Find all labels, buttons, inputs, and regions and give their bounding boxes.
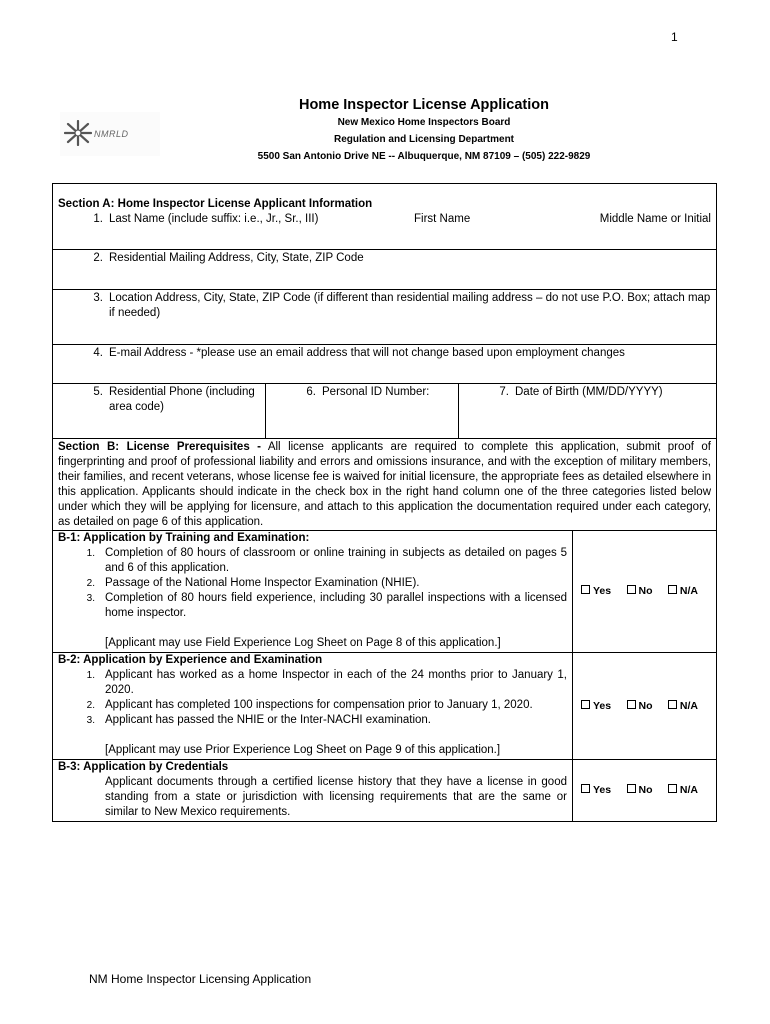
mailing-address-field[interactable] (53, 250, 716, 290)
location-address-label: Location Address, City, State, ZIP Code (if different than residential mailing address – do not use P.O. Box; attach map if needed) (109, 292, 711, 319)
field-number: 3. (93, 292, 103, 304)
personal-id-label: Personal ID Number: (322, 386, 430, 398)
b1-yes-checkbox[interactable]: Yes (581, 584, 611, 599)
field-number: 7. (499, 386, 509, 398)
b3-na-checkbox[interactable]: N/A (668, 783, 698, 798)
b3-no-checkbox[interactable]: No (627, 783, 653, 798)
b2-note: [Applicant may use Prior Experience Log Sheet on Page 9 of this application.] (105, 744, 501, 756)
b2-no-checkbox[interactable]: No (627, 699, 653, 714)
list-item: 2. Passage of the National Home Inspector Examination (NHIE). (86, 577, 420, 589)
residential-phone-field[interactable] (53, 384, 266, 438)
page-footer: NM Home Inspector Licensing Application (89, 972, 312, 986)
b2-title: B-2: Application by Experience and Examination (58, 654, 323, 666)
document-title: Home Inspector License Application (298, 97, 550, 113)
b1-checkboxes (573, 531, 716, 652)
checkbox-icon (627, 784, 636, 793)
section-a-title: Section A: Home Inspector License Applicant Information (58, 198, 373, 210)
checkbox-icon (581, 585, 590, 594)
b1-title: B-1: Application by Training and Examination: (58, 532, 310, 544)
field-number: 5. (93, 386, 103, 398)
b3-yes-checkbox[interactable]: Yes (581, 783, 611, 798)
b3-checkboxes (573, 760, 716, 821)
checkbox-icon (627, 700, 636, 709)
section-b-intro (53, 439, 716, 531)
residential-phone-label: Residential Phone (including area code) (109, 386, 255, 413)
page-number: 1 (671, 30, 678, 44)
list-item: 3. Applicant has passed the NHIE or the Inter-NACHI examination. (86, 714, 431, 726)
field-number: 2. (93, 252, 103, 264)
b2-checkboxes (573, 653, 716, 759)
field-number: 4. (93, 347, 103, 359)
date-of-birth-label: Date of Birth (MM/DD/YYYY) (515, 386, 663, 398)
department-name: Regulation and Licensing Department (333, 134, 515, 145)
b1-row (53, 531, 716, 653)
b1-note: [Applicant may use Field Experience Log Sheet on Page 8 of this application.] (105, 637, 501, 649)
b1-na-checkbox[interactable]: N/A (668, 584, 698, 599)
list-item: 2. Applicant has completed 100 inspections for compensation prior to January 1, 2020. (86, 699, 533, 711)
email-label: E-mail Address - *please use an email address that will not change based upon employment changes (109, 347, 625, 359)
location-address-field[interactable] (53, 290, 716, 345)
checkbox-icon (668, 585, 677, 594)
checkbox-icon (581, 700, 590, 709)
field-number: 1. (93, 213, 103, 225)
section-b-title: Section B: License Prerequisites - (58, 441, 262, 453)
date-of-birth-field[interactable] (459, 384, 716, 438)
document-header (220, 96, 628, 165)
b2-yes-checkbox[interactable]: Yes (581, 699, 611, 714)
mailing-address-label: Residential Mailing Address, City, State, ZIP Code (109, 252, 364, 264)
checkbox-icon (581, 784, 590, 793)
section-b-text: All license applicants are required to complete this application, submit proof of fingerprinting and proof of professional liability and errors and omissions insurance, and with the exception of military members, their families, and recent veterans, whose license fee is waived for initial licensure, the appropriate fees as detailed elsewhere in this application. Applicants should indicate in the check box in the right hand column one of the three categories listed below under which they will be applying for licensure, and attach to this application the documentation required under each category, as detailed on page 6 of this application. (58, 441, 711, 528)
star-burst-icon (64, 120, 92, 146)
first-name-label: First Name (414, 213, 471, 225)
application-form (52, 183, 717, 822)
middle-name-label: Middle Name or Initial (599, 213, 711, 225)
department-address: 5500 San Antonio Drive NE -- Albuquerque, NM 87109 – (505) 222-9829 (257, 151, 591, 162)
last-name-label: Last Name (include suffix: i.e., Jr., Sr., III) (109, 213, 319, 225)
b3-text: Applicant documents through a certified license history that they have a license in good standing from a state or jurisdiction with licensing requirements that are the same or similar to New Mexico requirements. (105, 776, 567, 818)
list-item: 1. Completion of 80 hours of classroom or online training in subjects as detailed on pages 5 and 6 of this application. (86, 547, 567, 574)
contact-fields-row (53, 384, 716, 439)
checkbox-icon (668, 700, 677, 709)
b2-row (53, 653, 716, 760)
b3-title: B-3: Application by Credentials (58, 761, 229, 773)
b1-no-checkbox[interactable]: No (627, 584, 653, 599)
email-field[interactable] (53, 345, 716, 384)
agency-logo (60, 112, 160, 156)
checkbox-icon (668, 784, 677, 793)
board-name: New Mexico Home Inspectors Board (337, 117, 511, 128)
checkbox-icon (627, 585, 636, 594)
b2-na-checkbox[interactable]: N/A (668, 699, 698, 714)
b3-row (53, 760, 716, 821)
list-item: 3. Completion of 80 hours field experience, including 30 parallel inspections with a licensed home inspector. (86, 592, 567, 619)
name-field-row[interactable] (53, 212, 716, 250)
personal-id-field[interactable] (266, 384, 459, 438)
list-item: 1. Applicant has worked as a home Inspector in each of the 24 months prior to January 1, 2020. (86, 669, 567, 696)
logo-text: NMRLD (94, 129, 129, 139)
field-number: 6. (306, 386, 316, 398)
